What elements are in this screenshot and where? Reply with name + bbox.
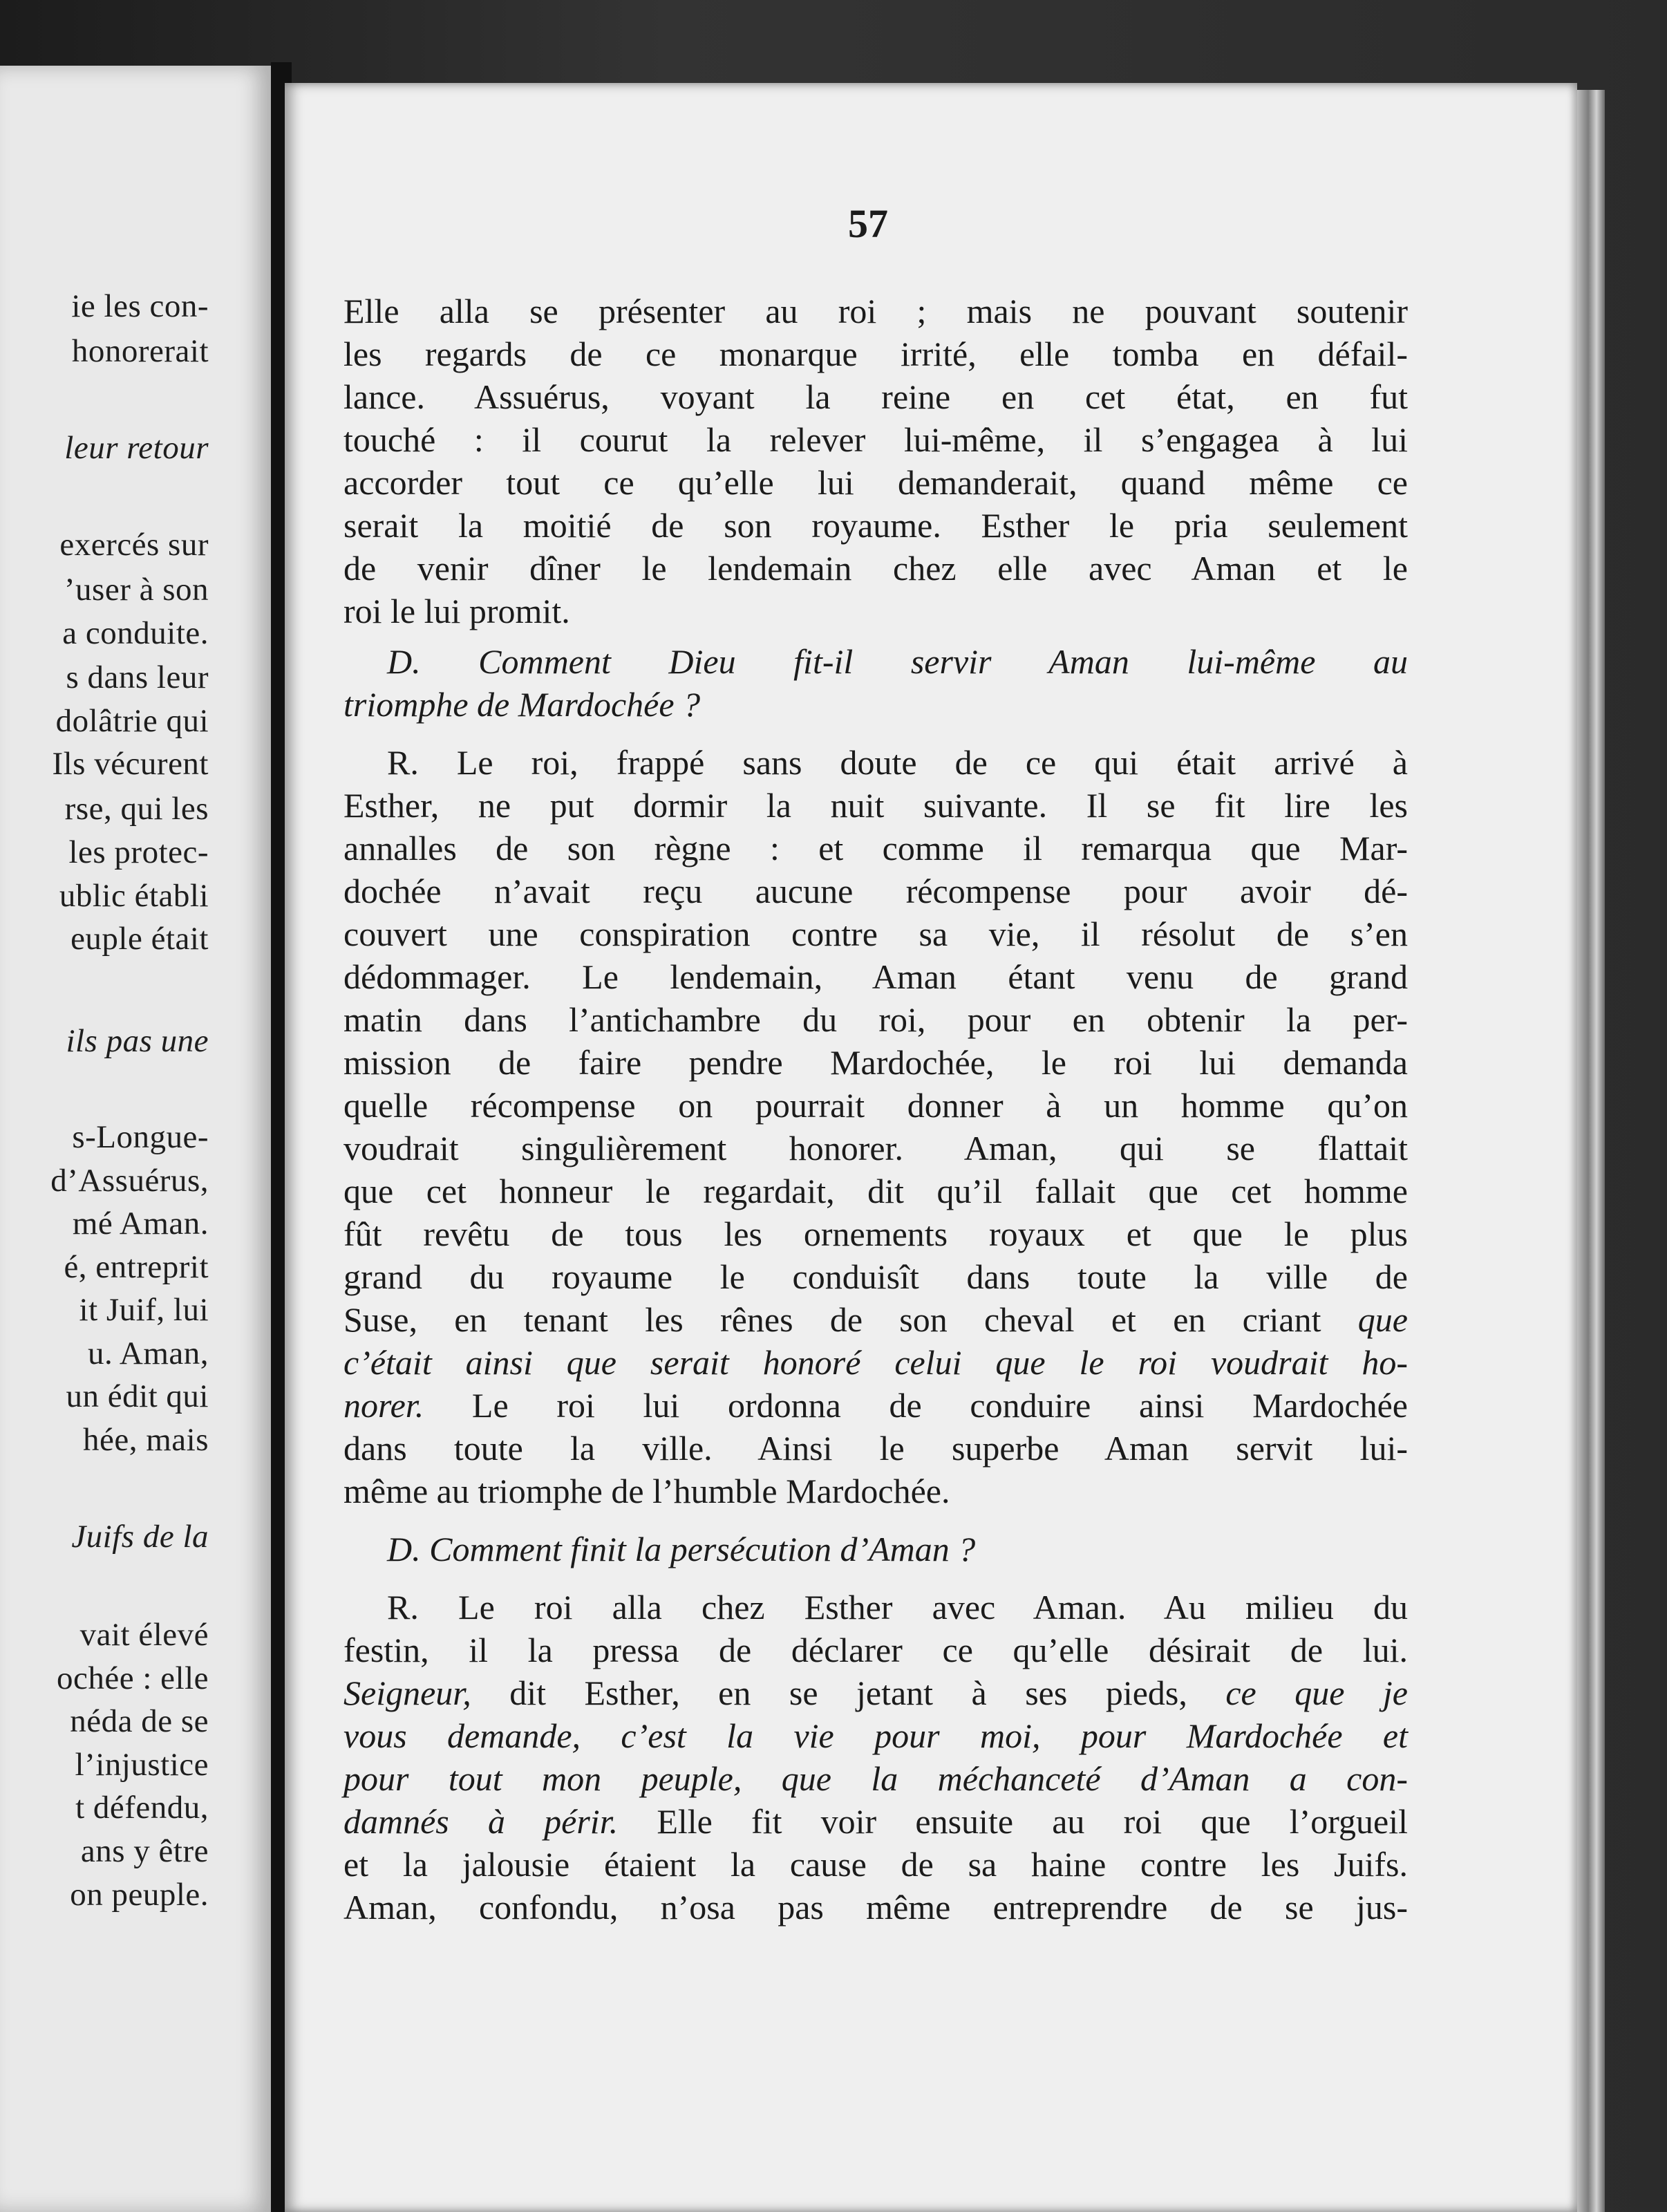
answer-line: que cet honneur le regardait, dit qu’il fallait que cet homme — [343, 1172, 1408, 1210]
page-number: 57 — [848, 201, 888, 246]
left-page-line: t défendu, — [75, 1790, 209, 1826]
left-page-line: on peuple. — [70, 1877, 209, 1913]
answer-line: annalles de son règne : et comme il remarqua que Mar- — [343, 829, 1408, 868]
text-line: lance. Assuérus, voyant la reine en cet état, en fut — [343, 377, 1408, 416]
italic-span: norer. — [343, 1386, 424, 1425]
text-line: serait la moitié de son royaume. Esther le pria seulement — [343, 506, 1408, 545]
text-span: Elle fit voir ensuite au roi que l’orgueil — [618, 1802, 1409, 1841]
left-page-line: hée, mais — [83, 1422, 209, 1458]
text-span: Suse, en tenant les rênes de son cheval et en criant — [343, 1300, 1358, 1339]
answer-line — [343, 1388, 1408, 1423]
previous-page — [0, 66, 271, 2212]
italic-span: que — [1357, 1300, 1408, 1339]
answer-line: grand du royaume le conduisît dans toute la ville de — [343, 1257, 1408, 1296]
answer-line: dochée n’avait reçu aucune récompense pour avoir dé- — [343, 872, 1408, 910]
italic-span: Seigneur, — [343, 1674, 471, 1712]
left-page-line: exercés sur — [59, 527, 209, 563]
left-page-line: ublic établi — [59, 878, 209, 914]
answer-line — [343, 1804, 1408, 1839]
italic-span: ce que je — [1225, 1674, 1408, 1712]
answer-line — [343, 1676, 1408, 1710]
answer-line: quelle récompense on pourrait donner à un homme qu’on — [343, 1086, 1408, 1125]
left-page-line: a conduite. — [62, 615, 209, 651]
answer-line — [343, 1302, 1408, 1337]
answer-line: dédommager. Le lendemain, Aman étant venu de grand — [343, 957, 1408, 996]
left-page-line: ie les con- — [71, 288, 209, 324]
text-line: touché : il courut la relever lui-même, il s’engagea à lui — [343, 420, 1408, 459]
answer-line: R. Le roi alla chez Esther avec Aman. Au milieu du — [387, 1588, 1408, 1627]
answer-line: dans toute la ville. Ainsi le superbe Aman servit lui- — [343, 1429, 1408, 1468]
left-page-line: euple était — [70, 921, 209, 957]
left-page-line: ochée : elle — [57, 1660, 209, 1696]
left-page-line: néda de se — [70, 1703, 209, 1739]
answer-line: matin dans l’antichambre du roi, pour en obtenir la per- — [343, 1000, 1408, 1039]
left-page-line: rse, qui les — [64, 791, 209, 827]
answer-line: R. Le roi, frappé sans doute de ce qui était arrivé à — [387, 743, 1408, 782]
text-span: Le roi lui ordonna de conduire ainsi Mardochée — [424, 1386, 1408, 1425]
answer-line: couvert une conspiration contre sa vie, il résolut de s’en — [343, 915, 1408, 953]
answer-line: festin, il la pressa de déclarer ce qu’elle désirait de lui. — [343, 1631, 1408, 1669]
left-page-line: mé Aman. — [72, 1206, 209, 1241]
answer-line: c’était ainsi que serait honoré celui que le roi voudrait ho- — [343, 1343, 1408, 1382]
italic-span: damnés à périr. — [343, 1802, 619, 1841]
left-page-line: it Juif, lui — [79, 1292, 209, 1328]
answer-line: Esther, ne put dormir la nuit suivante. Il se fit lire les — [343, 786, 1408, 825]
text-span: dit Esther, en se jetant à ses pieds, — [471, 1674, 1226, 1712]
text-line: roi le lui promit. — [343, 592, 570, 630]
question-line: triomphe de Mardochée ? — [343, 685, 701, 724]
answer-line: même au triomphe de l’humble Mardochée. — [343, 1472, 950, 1510]
answer-line: fût revêtu de tous les ornements royaux et que le plus — [343, 1215, 1408, 1253]
left-page-line: ’user à son — [64, 572, 209, 608]
left-page-line: vait élevé — [79, 1617, 209, 1653]
text-line: de venir dîner le lendemain chez elle avec Aman et le — [343, 549, 1408, 588]
page-edges — [1577, 90, 1605, 2212]
left-page-line: leur retour — [64, 430, 209, 466]
left-page-line: u. Aman, — [87, 1335, 209, 1371]
left-page-line: é, entreprit — [64, 1249, 209, 1285]
question-line: D. Comment Dieu fit-il servir Aman lui-même au — [387, 642, 1408, 681]
left-page-line: d’Assuérus, — [50, 1163, 209, 1199]
answer-line: pour tout mon peuple, que la méchanceté d’Aman a con- — [343, 1759, 1408, 1798]
text-line: accorder tout ce qu’elle lui demanderait, quand même ce — [343, 463, 1408, 502]
answer-line: voudrait singulièrement honorer. Aman, qui se flattait — [343, 1129, 1408, 1168]
answer-line: et la jalousie étaient la cause de sa haine contre les Juifs. — [343, 1845, 1408, 1884]
left-page-line: ils pas une — [66, 1023, 209, 1059]
answer-line: mission de faire pendre Mardochée, le roi lui demanda — [343, 1043, 1408, 1082]
text-line: Elle alla se présenter au roi ; mais ne pouvant soutenir — [343, 292, 1408, 330]
question-line: D. Comment finit la persécution d’Aman ? — [387, 1530, 976, 1568]
answer-line: vous demande, c’est la vie pour moi, pour Mardochée et — [343, 1716, 1408, 1755]
left-page-line: ans y être — [80, 1833, 209, 1869]
left-page-line: honorerait — [71, 333, 209, 369]
text-line: les regards de ce monarque irrité, elle tomba en défail- — [343, 335, 1408, 373]
left-page-line: s-Longue- — [72, 1119, 209, 1155]
left-page-line: dolâtrie qui — [55, 703, 209, 739]
left-page-line: Ils vécurent — [52, 746, 209, 782]
left-page-line: les protec- — [68, 834, 209, 870]
left-page-line: un édit qui — [66, 1378, 209, 1414]
answer-line: Aman, confondu, n’osa pas même entreprendre de se jus- — [343, 1888, 1408, 1927]
left-page-line: Juifs de la — [71, 1519, 209, 1555]
left-page-line: s dans leur — [66, 659, 209, 695]
left-page-line: l’injustice — [75, 1747, 209, 1783]
